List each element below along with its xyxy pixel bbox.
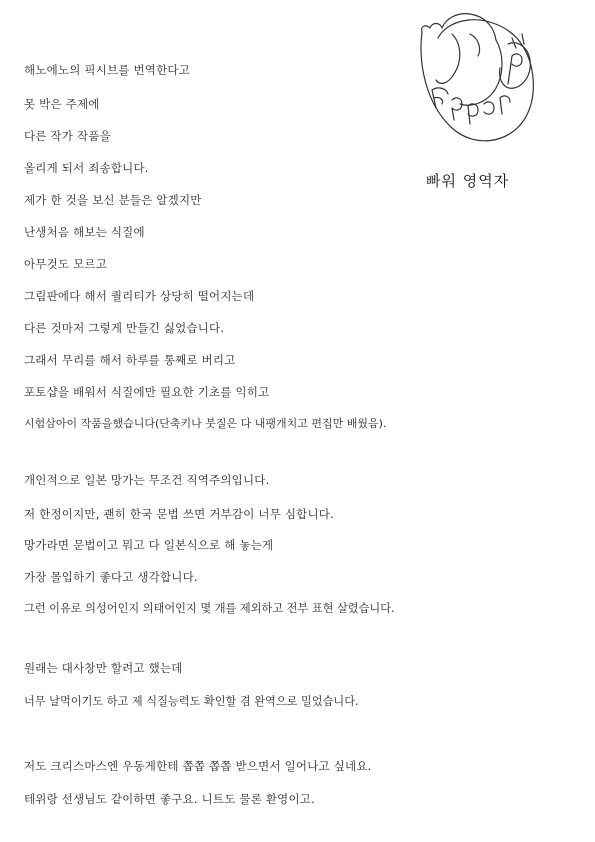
body-line-6: 난생처음 해보는 식질에 bbox=[24, 225, 145, 239]
body-line-17: 그런 이유로 의성어인지 의태어인지 몇 개를 제외하고 전부 표현 살렸습니다. bbox=[24, 602, 395, 615]
translator-signature: 빠워 영역자 bbox=[426, 172, 510, 190]
body-line-14: 저 한정이지만, 괜히 한국 문법 쓰면 거부감이 너무 심합니다. bbox=[24, 507, 334, 521]
body-line-20: 저도 크리스마스엔 우동게한테 쫍쫍 쫍쫍 받으면서 일어나고 싶네요. bbox=[24, 759, 372, 773]
body-line-10: 그래서 무리를 해서 하루를 통째로 버리고 bbox=[24, 353, 236, 367]
body-line-13: 개인적으로 일본 망가는 무조건 직역주의입니다. bbox=[24, 473, 270, 487]
body-line-9: 다른 것마저 그렇게 만들긴 싫었습니다. bbox=[24, 321, 225, 335]
pepe-doodle-icon bbox=[412, 4, 542, 154]
body-line-21: 테위랑 선생님도 같이하면 좋구요. 니트도 물론 환영이고. bbox=[24, 792, 315, 806]
body-line-7: 아무것도 모르고 bbox=[24, 257, 108, 271]
body-line-5: 제가 한 것을 보신 분들은 알겠지만 bbox=[24, 193, 202, 207]
body-line-15: 망가라면 문법이고 뭐고 다 일본식으로 해 놓는게 bbox=[24, 538, 274, 552]
body-line-1: 해노에노의 픽시브를 번역한다고 bbox=[24, 63, 191, 77]
body-line-19: 너무 날먹이기도 하고 제 식질능력도 확인할 겸 완역으로 밀었습니다. bbox=[24, 695, 359, 708]
body-line-16: 가장 몰입하기 좋다고 생각합니다. bbox=[24, 570, 198, 584]
body-line-2: 못 박은 주제에 bbox=[24, 97, 100, 111]
body-line-4: 올리게 되서 죄송합니다. bbox=[24, 161, 149, 175]
body-line-12: 시험삼아이 작품을했습니다(단축키나 붓질은 다 내팽개치고 편집만 배웠음). bbox=[24, 417, 387, 430]
body-line-8: 그림판에다 해서 퀄리티가 상당히 떨어지는데 bbox=[24, 289, 255, 303]
body-line-11: 포토샵을 배워서 식질에만 필요한 기초를 익히고 bbox=[24, 385, 270, 399]
body-line-3: 다른 작가 작품을 bbox=[24, 129, 111, 143]
body-line-18: 원래는 대사창만 할려고 했는데 bbox=[24, 661, 183, 675]
